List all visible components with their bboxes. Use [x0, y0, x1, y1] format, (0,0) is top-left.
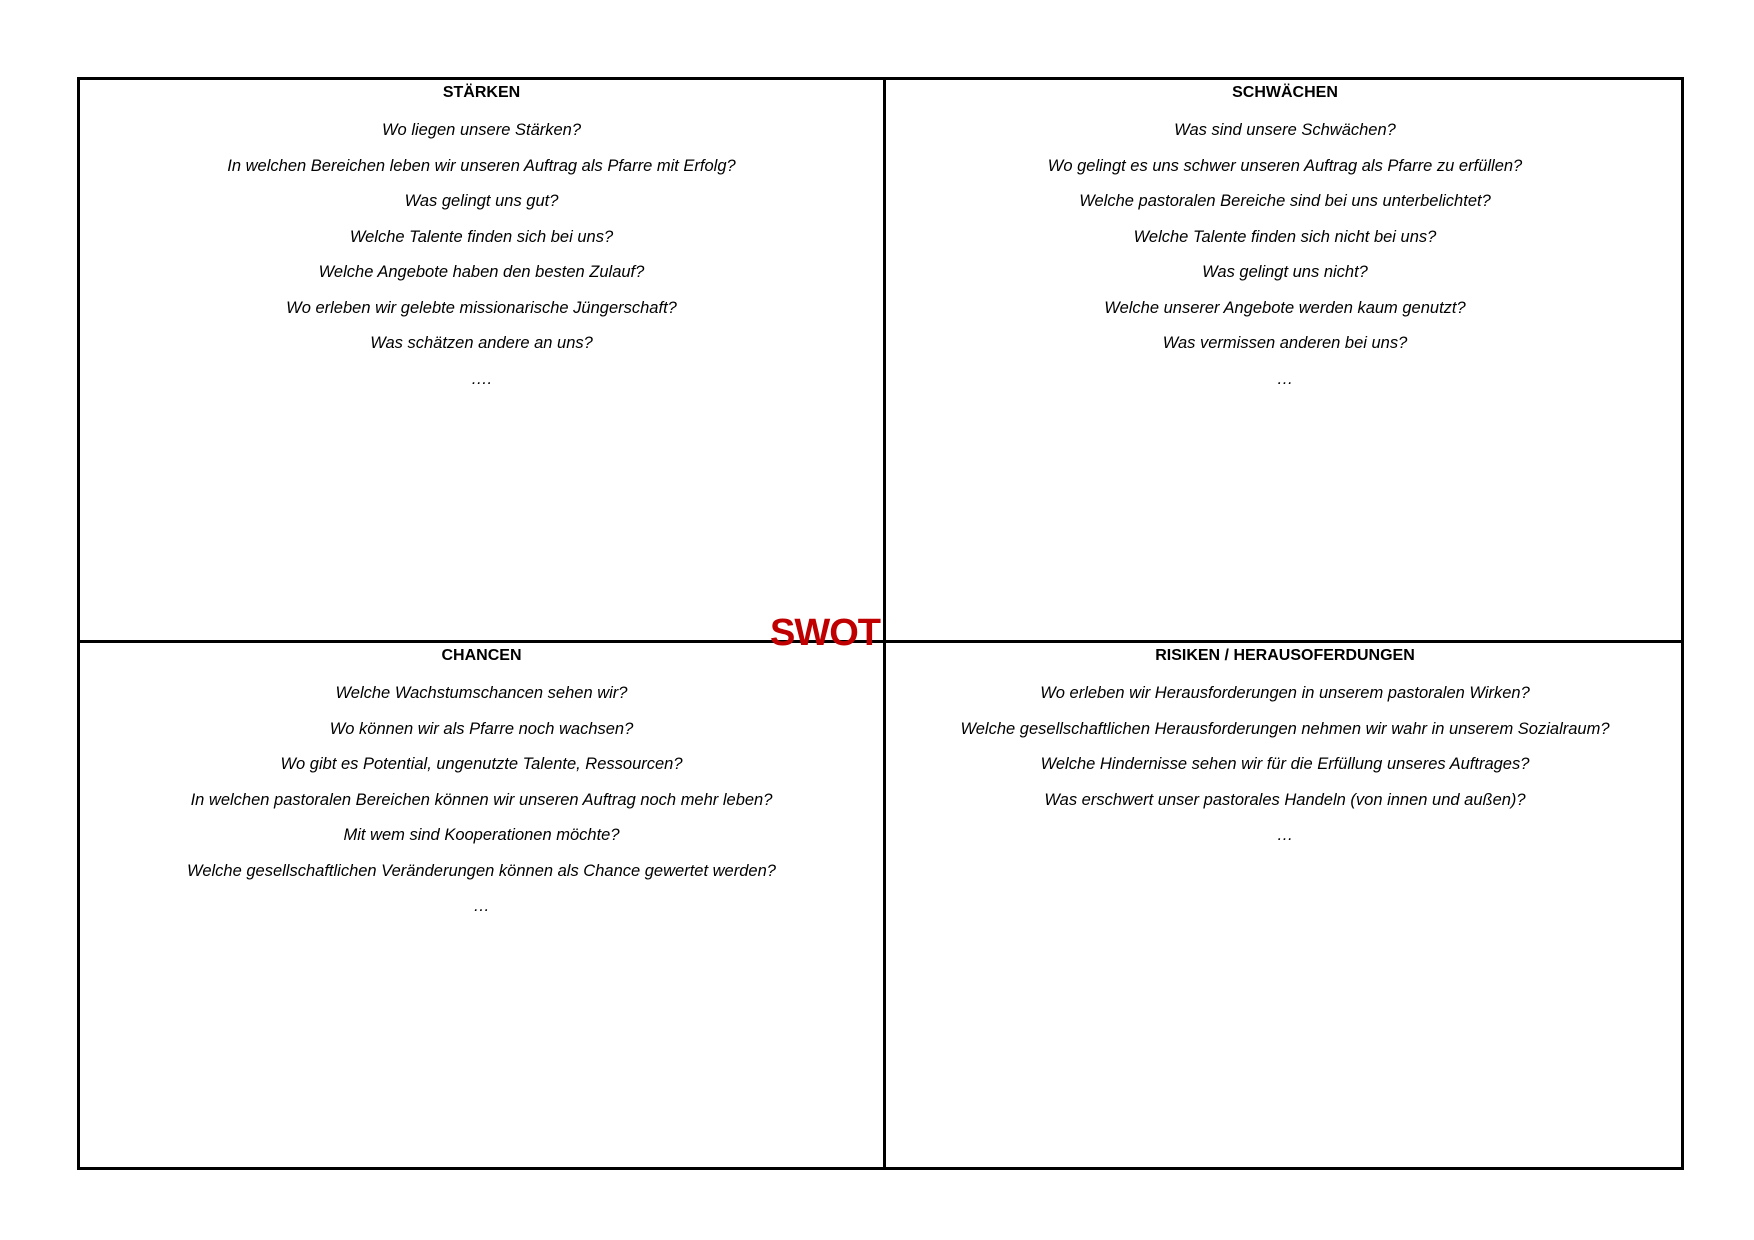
- question-item: Wo gelingt es uns schwer unseren Auftrag als Pfarre zu erfüllen?: [1047, 156, 1523, 175]
- question-item: Was sind unsere Schwächen?: [1174, 121, 1396, 139]
- question-item: Welche Hindernisse sehen wir für die Erfüllung unseres Auftrages?: [1040, 755, 1530, 773]
- question-list-threats: [886, 676, 1684, 854]
- question-item: Was gelingt uns nicht?: [1202, 263, 1368, 281]
- question-item: …: [1276, 826, 1294, 844]
- question-item: Welche unserer Angebote werden kaum genutzt?: [1104, 298, 1466, 317]
- question-item: In welchen pastoralen Bereichen können wir unseren Auftrag noch mehr leben?: [190, 790, 773, 809]
- swot-center-title: SWOT: [770, 612, 880, 654]
- question-list-strengths: [80, 113, 883, 397]
- question-item: Mit wem sind Kooperationen möchte?: [343, 826, 620, 844]
- quadrant-title-threats: RISIKEN / HERAUSOFERDUNGEN: [1155, 647, 1415, 664]
- question-item: Welche Talente finden sich nicht bei uns?: [1133, 227, 1437, 246]
- question-item: ….: [470, 369, 493, 388]
- quadrant-strengths: [80, 80, 883, 640]
- question-item: Was vermissen anderen bei uns?: [1162, 334, 1408, 352]
- quadrant-title-weaknesses: SCHWÄCHEN: [1232, 84, 1338, 101]
- quadrant-title-opportunities: CHANCEN: [441, 647, 522, 664]
- question-item: Was gelingt uns gut?: [404, 192, 559, 210]
- question-item: Wo gibt es Potential, ungenutzte Talente, Ressourcen?: [280, 755, 683, 773]
- question-item: Welche Angebote haben den besten Zulauf?: [318, 263, 645, 281]
- question-item: …: [473, 897, 490, 915]
- question-item: In welchen Bereichen leben wir unseren Auftrag als Pfarre mit Erfolg?: [227, 156, 736, 175]
- question-item: Welche gesellschaftlichen Herausforderungen nehmen wir wahr in unserem Sozialraum?: [960, 719, 1610, 738]
- question-item: …: [1276, 369, 1294, 388]
- question-item: Was erschwert unser pastorales Handeln (von innen und außen)?: [1044, 790, 1526, 809]
- question-item: Wo erleben wir gelebte missionarische Jüngerschaft?: [286, 298, 677, 317]
- question-item: Wo erleben wir Herausforderungen in unserem pastoralen Wirken?: [1040, 684, 1530, 702]
- question-item: Welche Wachstumschancen sehen wir?: [335, 684, 628, 702]
- question-item: Wo liegen unsere Stärken?: [381, 121, 582, 139]
- question-item: Wo können wir als Pfarre noch wachsen?: [329, 719, 634, 738]
- question-item: Welche Talente finden sich bei uns?: [349, 227, 614, 246]
- quadrant-weaknesses: [886, 80, 1684, 640]
- question-item: Welche gesellschaftlichen Veränderungen können als Chance gewertet werden?: [187, 861, 776, 880]
- quadrant-threats: [886, 643, 1684, 1167]
- quadrant-opportunities: [80, 643, 883, 1167]
- question-list-opportunities: [80, 676, 883, 925]
- question-list-weaknesses: [886, 113, 1684, 397]
- question-item: Was schätzen andere an uns?: [370, 334, 593, 352]
- question-item: Welche pastoralen Bereiche sind bei uns unterbelichtet?: [1079, 192, 1491, 210]
- quadrant-title-strengths: STÄRKEN: [442, 84, 521, 101]
